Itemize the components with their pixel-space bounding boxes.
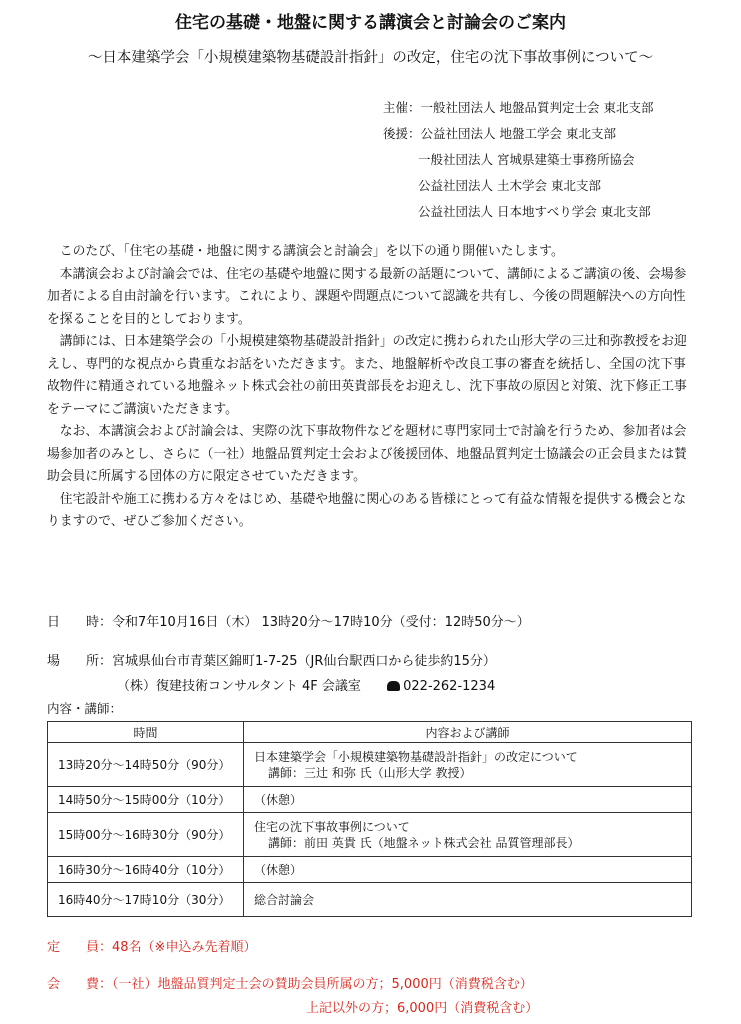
phone-number: 022-262-1234 <box>403 679 496 694</box>
content-title: 日本建築学会「小規模建築物基礎設計指針」の改定について <box>254 749 578 764</box>
fee-member: （一社）地盤品質判定士会の賛助会員所属の方；5,000円（消費税含む） <box>112 977 533 992</box>
date-label: 日 時： <box>47 615 113 630</box>
capacity-label: 定 員： <box>47 940 113 955</box>
place-label: 場 所： <box>47 654 113 669</box>
row-content: （休憩） <box>244 787 692 813</box>
table-row <box>48 857 692 883</box>
speaker: 講師：三辻 和弥 氏（山形大学 教授） <box>268 765 472 780</box>
support-organizer: 後援：公益社団法人 地盤工学会 東北支部 <box>383 126 616 141</box>
body-paragraph: このたび、「住宅の基礎・地盤に関する講演会と討論会」を以下の通り開催いたします。 <box>59 244 564 259</box>
speaker: 講師：前田 英貴 氏（地盤ネット株式会社 品質管理部長） <box>268 835 580 850</box>
schedule-table <box>47 721 692 917</box>
page-subtitle: ～日本建築学会「小規模建築物基礎設計指針」の改定，住宅の沈下事故事例について～ <box>87 50 654 66</box>
capacity-row <box>47 936 256 955</box>
venue-name: （株）復建技術コンサルタント 4F 会議室 <box>117 679 361 694</box>
row-content: （休憩） <box>244 857 692 883</box>
support-organizer: 一般社団法人 宮城県建築士事務所協会 <box>418 152 635 167</box>
table-header-row <box>48 722 692 743</box>
row-time: 13時20分～14時50分（90分） <box>48 743 244 787</box>
date-row <box>47 611 530 630</box>
fee-row <box>47 973 533 992</box>
fee-other: 上記以外の方；6,000円（消費税含む） <box>306 1001 539 1016</box>
header-time: 時間 <box>48 722 244 743</box>
intro-body <box>47 241 697 534</box>
header-content: 内容および講師 <box>244 722 692 743</box>
capacity-value: 48名（※申込み先着順） <box>112 940 257 955</box>
table-row <box>48 813 692 857</box>
row-time: 15時00分～16時30分（90分） <box>48 813 244 857</box>
row-content: 総合討論会 <box>244 883 692 917</box>
table-row <box>48 787 692 813</box>
program-label: 内容・講師： <box>47 701 123 716</box>
body-paragraph: 本講演会および討論会では、住宅の基礎や地盤に関する最新の話題について、講師によるご講演の後、会場参加者による自由討論を行います。これにより、課題や問題点について認識を共有し、今後の問題解決への方向性を探ることを目的としております。 <box>47 266 687 327</box>
support-organizer: 公益社団法人 土木学会 東北支部 <box>418 178 601 193</box>
table-row <box>48 743 692 787</box>
row-time: 16時40分～17時10分（30分） <box>48 883 244 917</box>
phone-icon <box>387 681 400 691</box>
table-row <box>48 883 692 917</box>
row-time: 14時50分～15時00分（10分） <box>48 787 244 813</box>
body-paragraph: なお、本講演会および討論会は、実際の沈下事故物件などを題材に専門家同士で討論を行うため、参加者は会場参加者のみとし、さらに（一社）地盤品質判定士会および後援団体、地盤品質判定士協議会の正会員または賛助会員に所属する団体の方に限定させていただきます。 <box>47 424 687 484</box>
support-organizer: 公益社団法人 日本地すべり学会 東北支部 <box>418 204 651 219</box>
page-title: 住宅の基礎・地盤に関する講演会と討論会のご案内 <box>175 13 566 33</box>
body-paragraph: 講師には、日本建築学会の「小規模建築物基礎設計指針」の改定に携わられた山形大学の三辻和弥教授をお迎えし、専門的な視点から貴重なお話をいただきます。また、地盤解析や改良工事の審査を統括し、全国の沈下事故物件に精通されている地盤ネット株式会社の前田英貴部長をお迎えし、沈下事故の原因と対策、沈下修正工事をテーマにご講演いただきます。 <box>47 334 687 417</box>
row-time: 16時30分～16時40分（10分） <box>48 857 244 883</box>
place-row-2 <box>117 675 495 694</box>
host-organizer: 主催：一般社団法人 地盤品質判定士会 東北支部 <box>383 100 654 115</box>
date-value: 令和7年10月16日（木） 13時20分～17時10分（受付：12時50分～） <box>112 615 530 630</box>
row-content <box>244 813 692 857</box>
row-content <box>244 743 692 787</box>
fee-label: 会 費： <box>47 977 113 992</box>
place-value: 宮城県仙台市青葉区錦町1-7-25（JR仙台駅西口から徒歩約15分） <box>112 654 496 669</box>
content-title: 住宅の沈下事故事例について <box>254 819 410 834</box>
place-row <box>47 650 496 669</box>
body-paragraph: 住宅設計や施工に携わる方々をはじめ、基礎や地盤に関心のある皆様にとって有益な情報を提供する機会となりますので、ぜひご参加ください。 <box>47 491 687 529</box>
